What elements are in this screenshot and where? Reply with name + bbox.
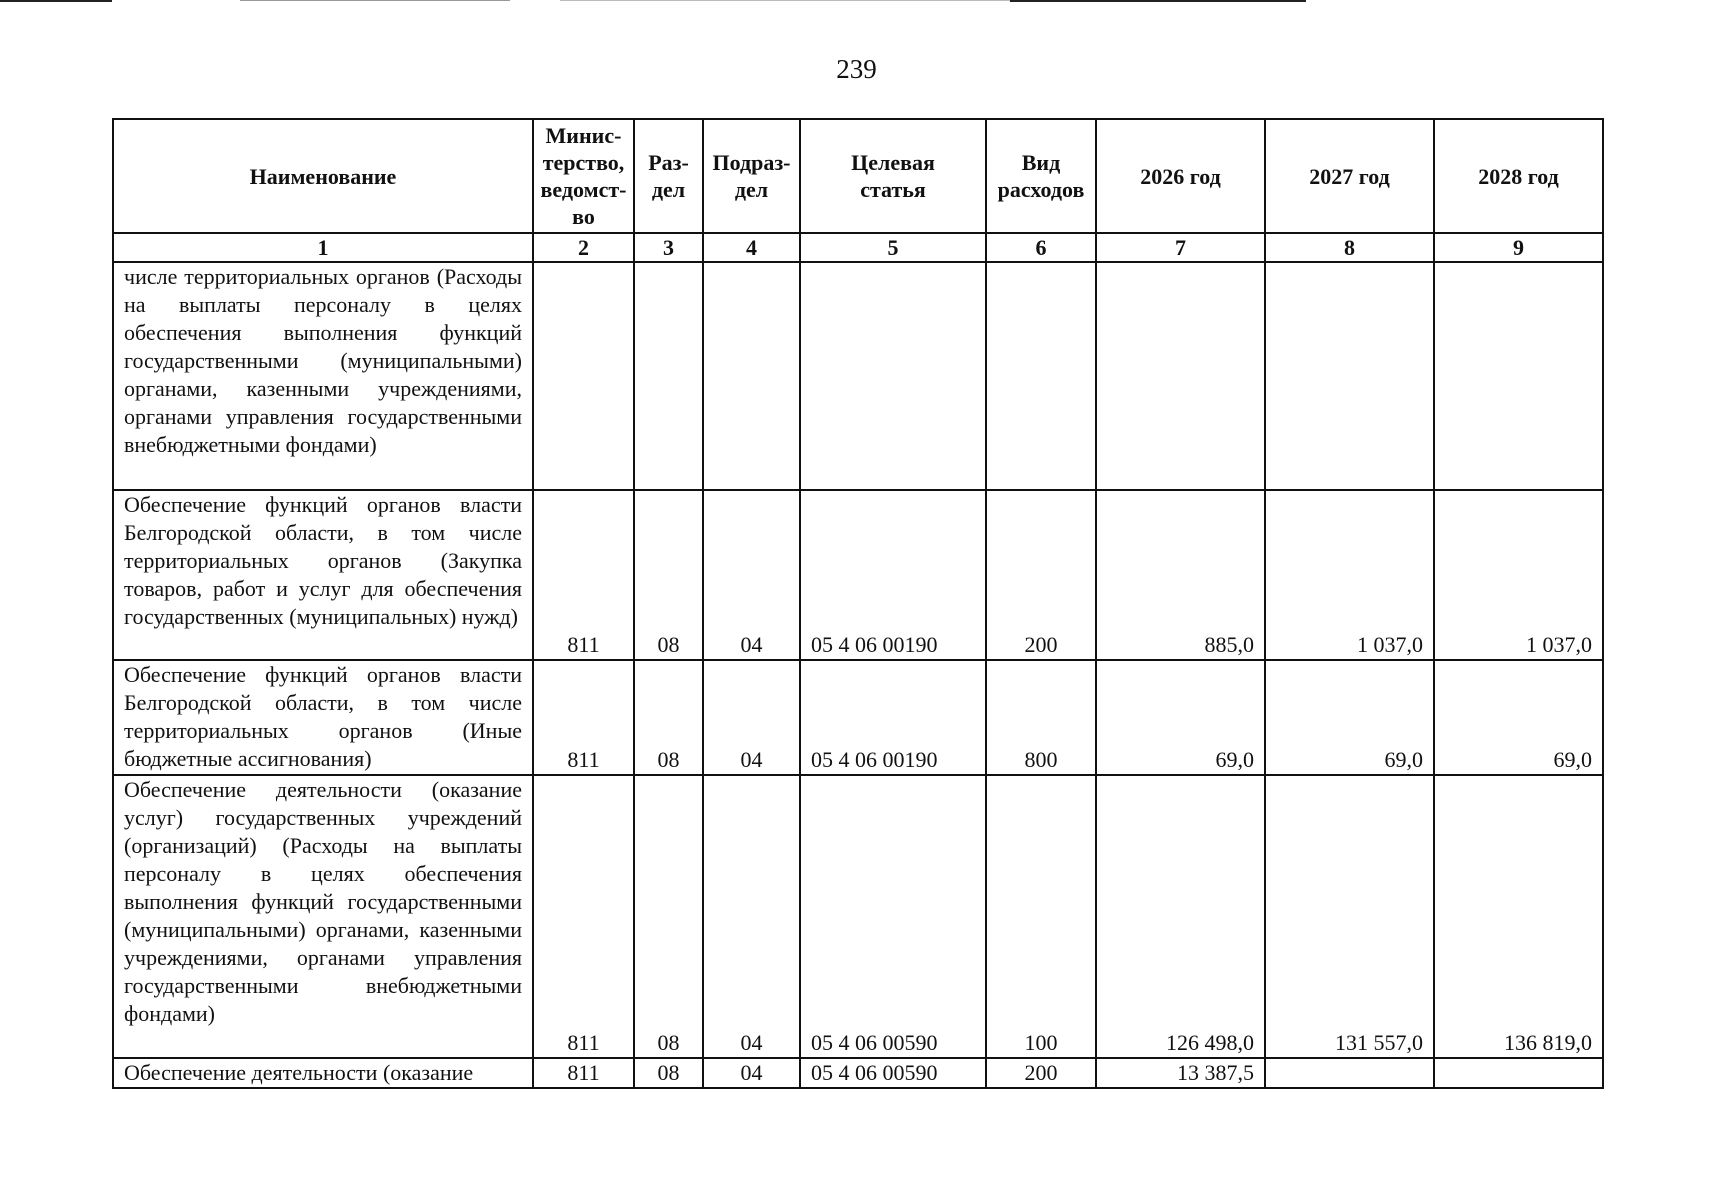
- table-row: [113, 660, 1603, 775]
- row-name: Обеспечение деятельности (оказание: [113, 1058, 533, 1088]
- row-expense-type: 100: [986, 775, 1096, 1058]
- table-row: [113, 1058, 1603, 1088]
- row-amount-2026: 885,0: [1096, 490, 1265, 660]
- header-section: Раз- дел: [634, 119, 703, 233]
- row-subsection: 04: [703, 660, 800, 775]
- row-amount-2028: [1434, 1058, 1603, 1088]
- row-expense-type: 200: [986, 1058, 1096, 1088]
- row-subsection: 04: [703, 775, 800, 1058]
- row-section: 08: [634, 775, 703, 1058]
- header-target-article: Целевая статья: [800, 119, 986, 233]
- row-target-article: 05 4 06 00590: [800, 1058, 986, 1088]
- row-target-article: 05 4 06 00590: [800, 775, 986, 1058]
- scan-edge-line: [240, 0, 510, 1]
- row-amount-2026: 126 498,0: [1096, 775, 1265, 1058]
- row-name: Обеспечение функций органов власти Белгородской области, в том числе территориальных органов (Закупка товаров, работ и услуг для обеспечения государственных (муниципальных) нужд): [113, 490, 533, 660]
- column-number-row: [113, 233, 1603, 262]
- row-amount-2027: 69,0: [1265, 660, 1434, 775]
- row-section: 08: [634, 660, 703, 775]
- row-ministry: 811: [533, 660, 634, 775]
- table-row: [113, 262, 1603, 490]
- row-ministry: 811: [533, 1058, 634, 1088]
- row-amount-2027: [1265, 262, 1434, 490]
- row-subsection: 04: [703, 490, 800, 660]
- row-expense-type: 800: [986, 660, 1096, 775]
- row-amount-2028: 1 037,0: [1434, 490, 1603, 660]
- column-number: 4: [703, 233, 800, 262]
- row-section: 08: [634, 490, 703, 660]
- row-amount-2027: 1 037,0: [1265, 490, 1434, 660]
- header-year-2026: 2026 год: [1096, 119, 1265, 233]
- row-amount-2026: [1096, 262, 1265, 490]
- row-ministry: 811: [533, 490, 634, 660]
- column-number: 3: [634, 233, 703, 262]
- header-name: Наименование: [113, 119, 533, 233]
- row-section: [634, 262, 703, 490]
- row-target-article: 05 4 06 00190: [800, 660, 986, 775]
- table-header-row: [113, 119, 1603, 233]
- page-number: 239: [836, 54, 877, 84]
- row-section: 08: [634, 1058, 703, 1088]
- row-amount-2028: 69,0: [1434, 660, 1603, 775]
- scan-edge-line: [0, 0, 112, 2]
- row-ministry: [533, 262, 634, 490]
- row-name: Обеспечение функций органов власти Белгородской области, в том числе территориальных органов (Иные бюджетные ассигнования): [113, 660, 533, 775]
- row-amount-2026: 13 387,5: [1096, 1058, 1265, 1088]
- header-ministry: Минис- терство, ведомст- во: [533, 119, 634, 233]
- row-subsection: [703, 262, 800, 490]
- row-amount-2026: 69,0: [1096, 660, 1265, 775]
- row-target-article: [800, 262, 986, 490]
- budget-table: [112, 118, 1604, 1089]
- row-subsection: 04: [703, 1058, 800, 1088]
- column-number: 6: [986, 233, 1096, 262]
- column-number: 2: [533, 233, 634, 262]
- row-name: Обеспечение деятельности (оказание услуг) государственных учреждений (организаций) (Расходы на выплаты персоналу в целях обеспечения выполнения функций государственными (муниципальными) органами, казенными учреждениями, органами управления государственными внебюджетными фондами): [113, 775, 533, 1058]
- row-ministry: 811: [533, 775, 634, 1058]
- row-target-article: 05 4 06 00190: [800, 490, 986, 660]
- table-row: [113, 775, 1603, 1058]
- scan-edge-line: [560, 0, 1010, 1]
- row-amount-2027: 131 557,0: [1265, 775, 1434, 1058]
- header-year-2028: 2028 год: [1434, 119, 1603, 233]
- header-subsection: Подраз- дел: [703, 119, 800, 233]
- row-amount-2028: 136 819,0: [1434, 775, 1603, 1058]
- column-number: 7: [1096, 233, 1265, 262]
- scan-edge-line: [1010, 0, 1306, 2]
- column-number: 1: [113, 233, 533, 262]
- column-number: 9: [1434, 233, 1603, 262]
- column-number: 8: [1265, 233, 1434, 262]
- row-expense-type: 200: [986, 490, 1096, 660]
- table-row: [113, 490, 1603, 660]
- header-expense-type: Вид расходов: [986, 119, 1096, 233]
- row-expense-type: [986, 262, 1096, 490]
- column-number: 5: [800, 233, 986, 262]
- row-name: числе территориальных органов (Расходы на выплаты персоналу в целях обеспечения выполнения функций государственными (муниципальными) органами, казенными учреждениями, органами управления государственными внебюджетными фондами): [113, 262, 533, 490]
- row-amount-2027: [1265, 1058, 1434, 1088]
- header-year-2027: 2027 год: [1265, 119, 1434, 233]
- row-amount-2028: [1434, 262, 1603, 490]
